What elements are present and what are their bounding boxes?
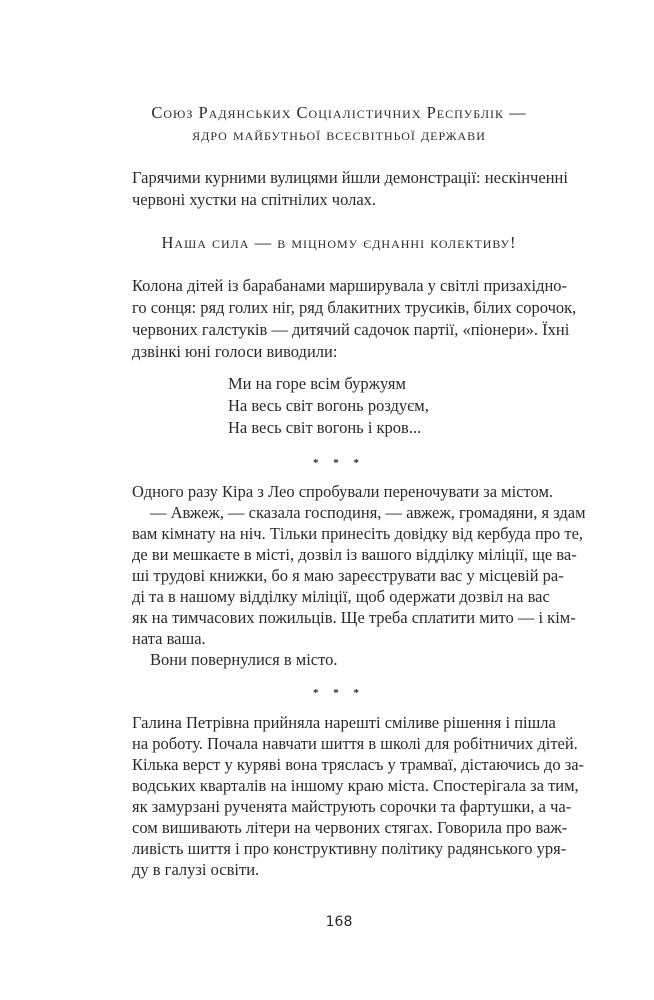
paragraph-line: червоних галстуків — дитячий садочок партії, «піонери». Їхні: [132, 320, 570, 339]
paragraph-line: як на тимчасових пожильців. Ще треба сплатити мито — і кім-: [132, 608, 576, 627]
paragraph-line: Галина Петрівна прийняла нарешті сміливе рішення і пішла: [132, 713, 556, 732]
paragraph-line: ші трудові книжки, бо я маю зареєструвати вас у місцевій ра-: [132, 566, 564, 585]
paragraph-line: Кілька верст у куряві вона трясласъ у трамваї, дістаючись до за-: [132, 755, 585, 774]
slogan: Наша сила — в міцному єднанні колективу!: [161, 233, 517, 252]
paragraph-line: як замурзані рученята майструють сорочки та фартушки, а ча-: [132, 797, 572, 816]
paragraph-line: Колона дітей із барабанами марширувала у світлі призахідно-: [132, 276, 568, 295]
paragraph-line: ді та в нашому відділку міліції, щоб одержати дозвіл на вас: [132, 587, 550, 606]
paragraph-line: го сонця: ряд голих ніг, ряд блакитних трусиків, білих сорочок,: [132, 298, 577, 317]
paragraph-line: червоні хустки на спітнілих чолах.: [132, 190, 377, 209]
paragraph-line: — Авжеж, — сказала господиня, — авжеж, громадяни, я здам: [150, 503, 586, 522]
paragraph-line: вам кімнату на ніч. Тільки принесіть довідку від кербуда про те,: [132, 524, 584, 543]
page-number: 168: [325, 914, 353, 930]
paragraph-line: ду в галузі освіти.: [132, 860, 260, 879]
paragraph-line: Одного разу Кіра з Лео спробували переночувати за містом.: [132, 482, 554, 501]
paragraph-line: ливість шиття і про конструктивну політику радянського уря-: [132, 839, 567, 858]
section-separator: * * *: [313, 687, 365, 699]
heading-line-2: ядро майбутньої всесвітньої держави: [192, 125, 486, 144]
paragraph-line: сом вишивають літери на червоних стягах. Говорила про важ-: [132, 818, 568, 837]
paragraph-line: на роботу. Почала навчати шиття в школі для робітничих дітей.: [132, 734, 578, 753]
poem-line: Ми на горе всім буржуям: [228, 374, 406, 393]
paragraph-line: ната ваша.: [132, 629, 206, 648]
poem-line: На весь світ вогонь і кров...: [228, 418, 422, 437]
paragraph-line: водських кварталів на іншому краю міста. Спостерігала за тим,: [132, 776, 579, 795]
paragraph-line: Гарячими курними вулицями йшли демонстрації: нескінченні: [132, 168, 568, 187]
paragraph-line: дзвінкі юні голоси виводили:: [132, 342, 338, 361]
paragraph-line: Вони повернулися в місто.: [150, 650, 338, 669]
poem-line: На весь світ вогонь роздуєм,: [228, 396, 429, 415]
heading-line-1: Союз Радянських Соціалістичних Республік —: [151, 103, 527, 122]
paragraph-line: де ви мешкаєте в місті, дозвіл із вашого відділку міліції, ще ва-: [132, 545, 577, 564]
section-separator: * * *: [313, 457, 365, 469]
